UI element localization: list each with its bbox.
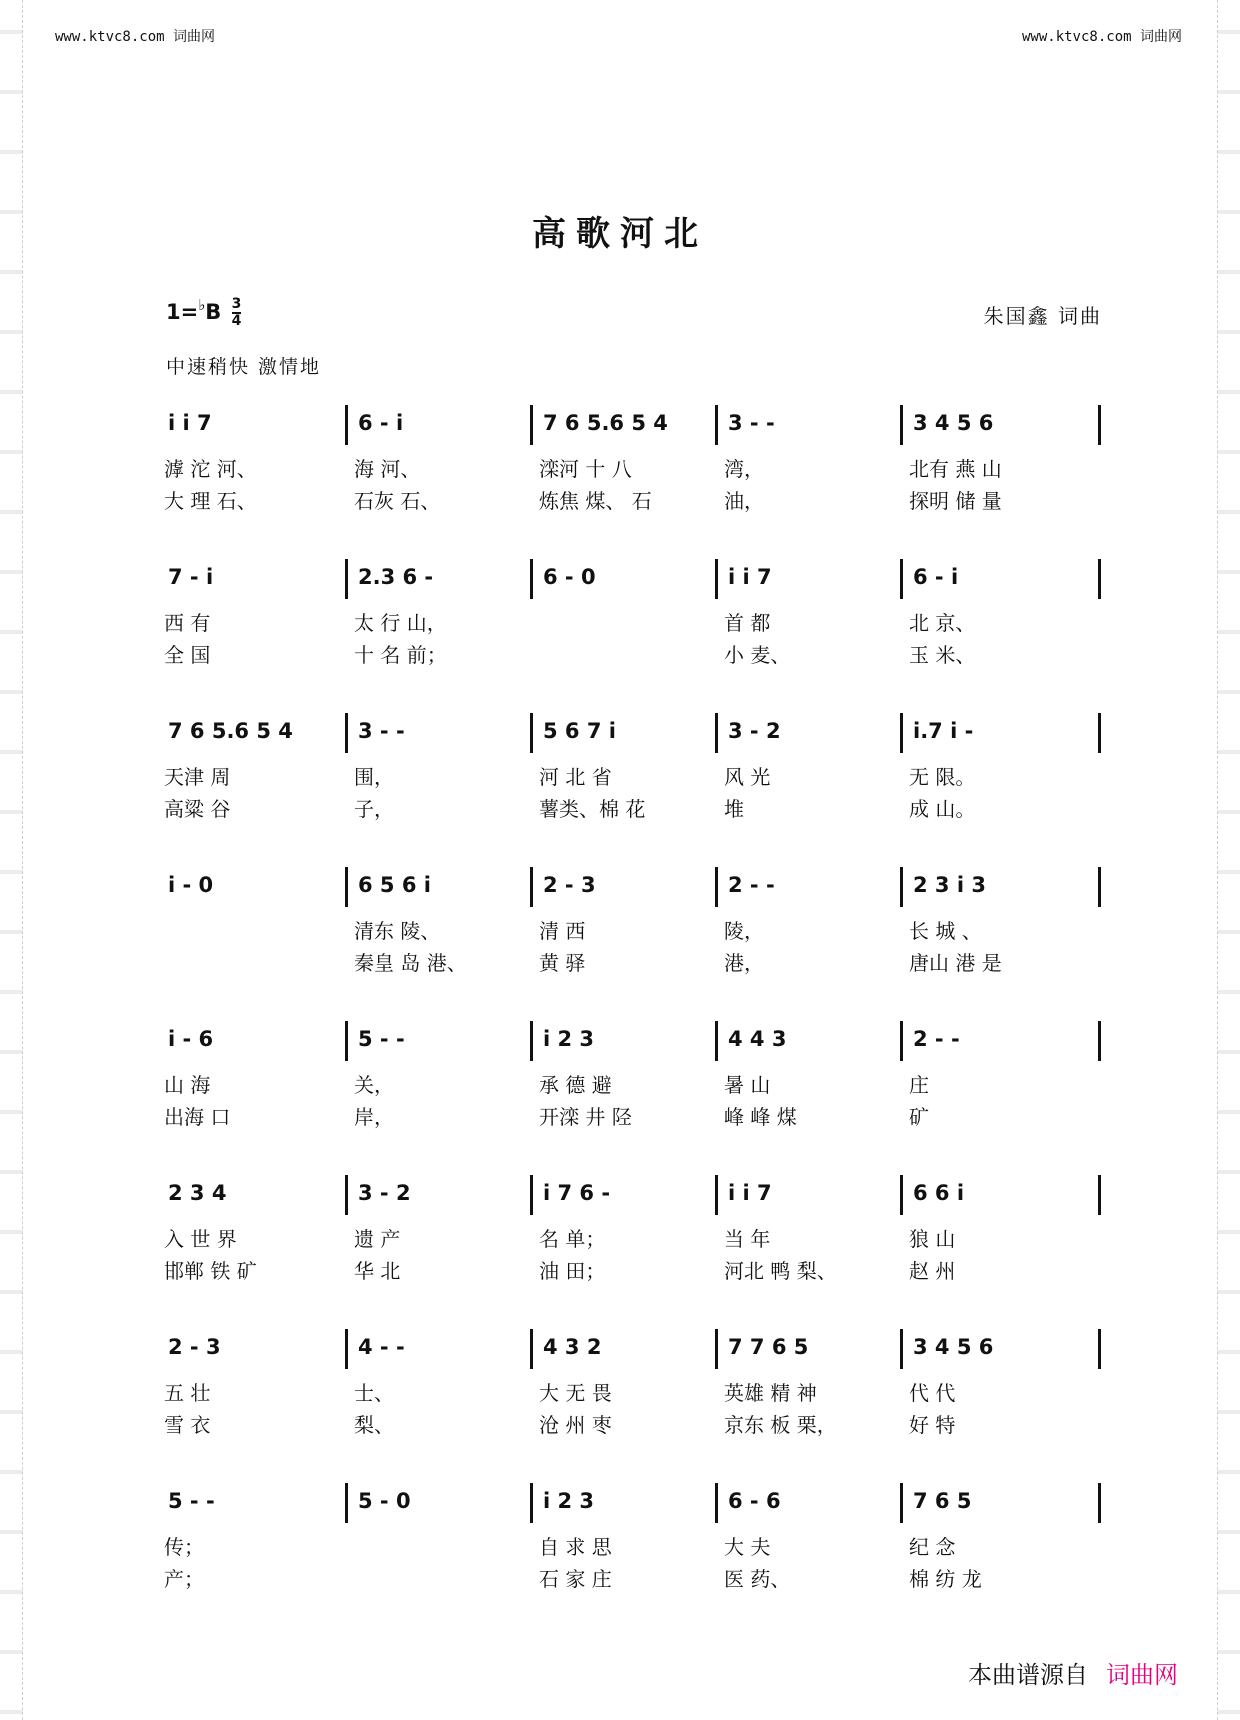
measure-notes: 4 3 2 [543,1335,602,1359]
lyric-verse-2: 邯郸 铁 矿 [164,1259,257,1283]
lyric-verse-2: 高粱 谷 [164,797,231,821]
score-system [160,867,1105,987]
lyric-verse-2: 产； [164,1567,204,1591]
lyric-verse-1: 河 北 省 [539,765,612,789]
bar-line [530,559,533,599]
lyric-verse-2: 开滦 井 陉 [539,1105,632,1129]
lyric-verse-2: 梨、 [354,1413,394,1437]
bar-line [345,1483,348,1523]
lyric-verse-1: 北有 燕 山 [909,457,1002,481]
lyric-verse-2: 成 山。 [909,797,976,821]
score-system [160,1329,1105,1449]
score-system [160,405,1105,525]
bar-line [900,405,903,445]
lyric-verse-2: 小 麦、 [724,643,791,667]
bar-line [715,1329,718,1369]
bar-line [715,713,718,753]
composer-credit: 朱国鑫 词曲 [983,304,1102,328]
measure-notes: 7 6 5.6 5 4 [168,719,293,743]
measure-notes: 2 - - [728,873,775,897]
lyric-verse-2: 秦皇 岛 港、 [354,951,467,975]
lyric-verse-2: 大 理 石、 [164,489,257,513]
measure-notes: 2 - 3 [168,1335,221,1359]
lyric-verse-2: 堆 [724,797,744,821]
bar-line [715,1175,718,1215]
lyric-verse-2: 石灰 石、 [354,489,441,513]
lyric-verse-1: 滦河 十 八 [539,457,632,481]
lyric-verse-2: 十 名 前； [354,643,447,667]
lyric-verse-1: 庄 [909,1073,929,1097]
bar-line [1098,1483,1101,1523]
measure-notes: 6 - 6 [728,1489,781,1513]
bar-line [530,1021,533,1061]
lyric-verse-2: 好 特 [909,1413,956,1437]
measure-notes: 7 7 6 5 [728,1335,809,1359]
bar-line [345,1021,348,1061]
lyric-verse-1: 名 单； [539,1227,606,1251]
measure-notes: 2 3 4 [168,1181,227,1205]
bar-line [345,559,348,599]
bar-line [1098,405,1101,445]
site-header-left[interactable]: www.ktvc8.com 词曲网 [55,29,216,45]
lyric-verse-1: 风 光 [724,765,771,789]
lyric-verse-2: 峰 峰 煤 [724,1105,797,1129]
lyric-verse-2: 油， [724,489,764,513]
measure-notes: i i 7 [728,565,772,589]
footer-brand-link[interactable]: 词曲网 [1106,1661,1178,1689]
lyric-verse-1: 首 都 [724,611,771,635]
bar-line [1098,1175,1101,1215]
lyric-verse-2: 全 国 [164,643,211,667]
measure-notes: 3 - - [728,411,775,435]
bar-line [1098,713,1101,753]
measure-notes: 5 6 7 i [543,719,616,743]
measure-notes: 3 4 5 6 [913,411,994,435]
lyric-verse-1: 五 壮 [164,1381,211,1405]
lyric-verse-2: 矿 [909,1105,929,1129]
lyric-verse-1: 自 求 思 [539,1535,612,1559]
score-system [160,713,1105,833]
lyric-verse-1: 代 代 [909,1381,956,1405]
bar-line [1098,1021,1101,1061]
tempo-marking: 中速稍快 激情地 [166,356,322,378]
key-signature [166,296,241,329]
bar-line [530,1175,533,1215]
measure-notes: i 2 3 [543,1489,595,1513]
lyric-verse-1: 狼 山 [909,1227,956,1251]
lyric-verse-1: 纪 念 [909,1535,956,1559]
measure-notes: 2 - - [913,1027,960,1051]
lyric-verse-2: 探明 储 量 [909,489,1002,513]
bar-line [345,1175,348,1215]
lyric-verse-2: 炼焦 煤、 石 [539,489,652,513]
measure-notes: i i 7 [728,1181,772,1205]
lyric-verse-1: 暑 山 [724,1073,771,1097]
measure-notes: 2.3 6 - [358,565,434,589]
lyric-verse-1: 大 无 畏 [539,1381,612,1405]
score-system [160,559,1105,679]
bar-line [345,867,348,907]
lyric-verse-1: 关， [354,1073,394,1097]
measure-notes: 6 - i [358,411,404,435]
lyric-verse-2: 医 药、 [724,1567,791,1591]
lyric-verse-2: 油 田； [539,1259,606,1283]
key-letter: B [205,300,222,324]
bar-line [530,713,533,753]
bar-line [530,1329,533,1369]
lyric-verse-2: 薯类、棉 花 [539,797,646,821]
lyric-verse-2: 沧 州 枣 [539,1413,612,1437]
time-numerator: 3 [231,296,242,312]
bar-line [900,867,903,907]
lyric-verse-1: 西 有 [164,611,211,635]
score-system [160,1021,1105,1141]
measure-notes: i 7 6 - [543,1181,611,1205]
lyric-verse-1: 围， [354,765,394,789]
measure-notes: 5 - - [168,1489,215,1513]
bar-line [900,1175,903,1215]
left-watermark-strip [0,0,23,1720]
bar-line [1098,559,1101,599]
measure-notes: i - 6 [168,1027,214,1051]
time-signature [232,297,242,329]
lyric-verse-1: 太 行 山， [354,611,447,635]
measure-notes: 6 - 0 [543,565,596,589]
lyric-verse-2: 子， [354,797,394,821]
measure-notes: 4 4 3 [728,1027,787,1051]
measure-notes: 7 6 5.6 5 4 [543,411,668,435]
lyric-verse-1: 北 京、 [909,611,976,635]
bar-line [345,1329,348,1369]
lyric-verse-1: 英雄 精 神 [724,1381,817,1405]
lyric-verse-1: 清东 陵、 [354,919,441,943]
bar-line [530,405,533,445]
bar-line [900,1483,903,1523]
lyric-verse-1: 滹 沱 河、 [164,457,257,481]
right-watermark-strip [1217,0,1240,1720]
measure-notes: 6 - i [913,565,959,589]
lyric-verse-1: 大 夫 [724,1535,771,1559]
footer-label: 本曲谱源自 [968,1661,1088,1689]
measure-notes: 3 4 5 6 [913,1335,994,1359]
bar-line [900,713,903,753]
bar-line [715,405,718,445]
bar-line [1098,1329,1101,1369]
key-prefix: 1= [166,300,199,324]
bar-line [715,1021,718,1061]
bar-line [900,559,903,599]
lyric-verse-2: 京东 板 栗， [724,1413,837,1437]
measure-notes: 7 6 5 [913,1489,972,1513]
lyric-verse-2: 棉 纺 龙 [909,1567,982,1591]
lyric-verse-2: 唐山 港 是 [909,951,1002,975]
lyric-verse-2: 黄 驿 [539,951,586,975]
site-header-right[interactable]: www.ktvc8.com 词曲网 [1021,29,1182,45]
measure-notes: i - 0 [168,873,214,897]
measure-notes: 3 - 2 [728,719,781,743]
lyric-verse-2: 雪 衣 [164,1413,211,1437]
lyric-verse-1: 长 城 、 [909,919,982,943]
song-title: 高歌河北 [532,214,708,254]
bar-line [530,1483,533,1523]
measure-notes: 4 - - [358,1335,405,1359]
bar-line [715,867,718,907]
bar-line [345,713,348,753]
measure-notes: 3 - 2 [358,1181,411,1205]
score-system [160,1483,1105,1603]
bar-line [1098,867,1101,907]
lyric-verse-1: 传； [164,1535,204,1559]
lyric-verse-1: 清 西 [539,919,586,943]
bar-line [715,1483,718,1523]
measure-notes: i i 7 [168,411,212,435]
lyric-verse-2: 华 北 [354,1259,401,1283]
lyric-verse-1: 天津 周 [164,765,231,789]
lyric-verse-1: 遗 产 [354,1227,401,1251]
lyric-verse-2: 岸， [354,1105,394,1129]
lyric-verse-1: 入 世 界 [164,1227,237,1251]
measure-notes: 5 - 0 [358,1489,411,1513]
measure-notes: 7 - i [168,565,214,589]
source-footer [968,1655,1178,1690]
lyric-verse-2: 赵 州 [909,1259,956,1283]
lyric-verse-1: 山 海 [164,1073,211,1097]
measure-notes: 5 - - [358,1027,405,1051]
lyric-verse-2: 石 家 庄 [539,1567,612,1591]
bar-line [715,559,718,599]
lyric-verse-1: 湾， [724,457,764,481]
lyric-verse-1: 承 德 避 [539,1073,612,1097]
measure-notes: 2 - 3 [543,873,596,897]
bar-line [900,1021,903,1061]
lyric-verse-1: 陵， [724,919,764,943]
measure-notes: 6 6 i [913,1181,965,1205]
measure-notes: 6 5 6 i [358,873,431,897]
lyric-verse-1: 无 限。 [909,765,976,789]
time-denominator: 4 [231,313,242,329]
flat-sign: ♭ [198,296,206,314]
bar-line [530,867,533,907]
lyric-verse-2: 出海 口 [164,1105,231,1129]
bar-line [345,405,348,445]
lyric-verse-1: 当 年 [724,1227,771,1251]
measure-notes: i.7 i - [913,719,974,743]
lyric-verse-1: 士、 [354,1381,394,1405]
score-system [160,1175,1105,1295]
lyric-verse-2: 港， [724,951,764,975]
bar-line [900,1329,903,1369]
lyric-verse-2: 河北 鸭 梨、 [724,1259,837,1283]
measure-notes: i 2 3 [543,1027,595,1051]
measure-notes: 3 - - [358,719,405,743]
measure-notes: 2 3 i 3 [913,873,986,897]
lyric-verse-2: 玉 米、 [909,643,976,667]
lyric-verse-1: 海 河、 [354,457,421,481]
